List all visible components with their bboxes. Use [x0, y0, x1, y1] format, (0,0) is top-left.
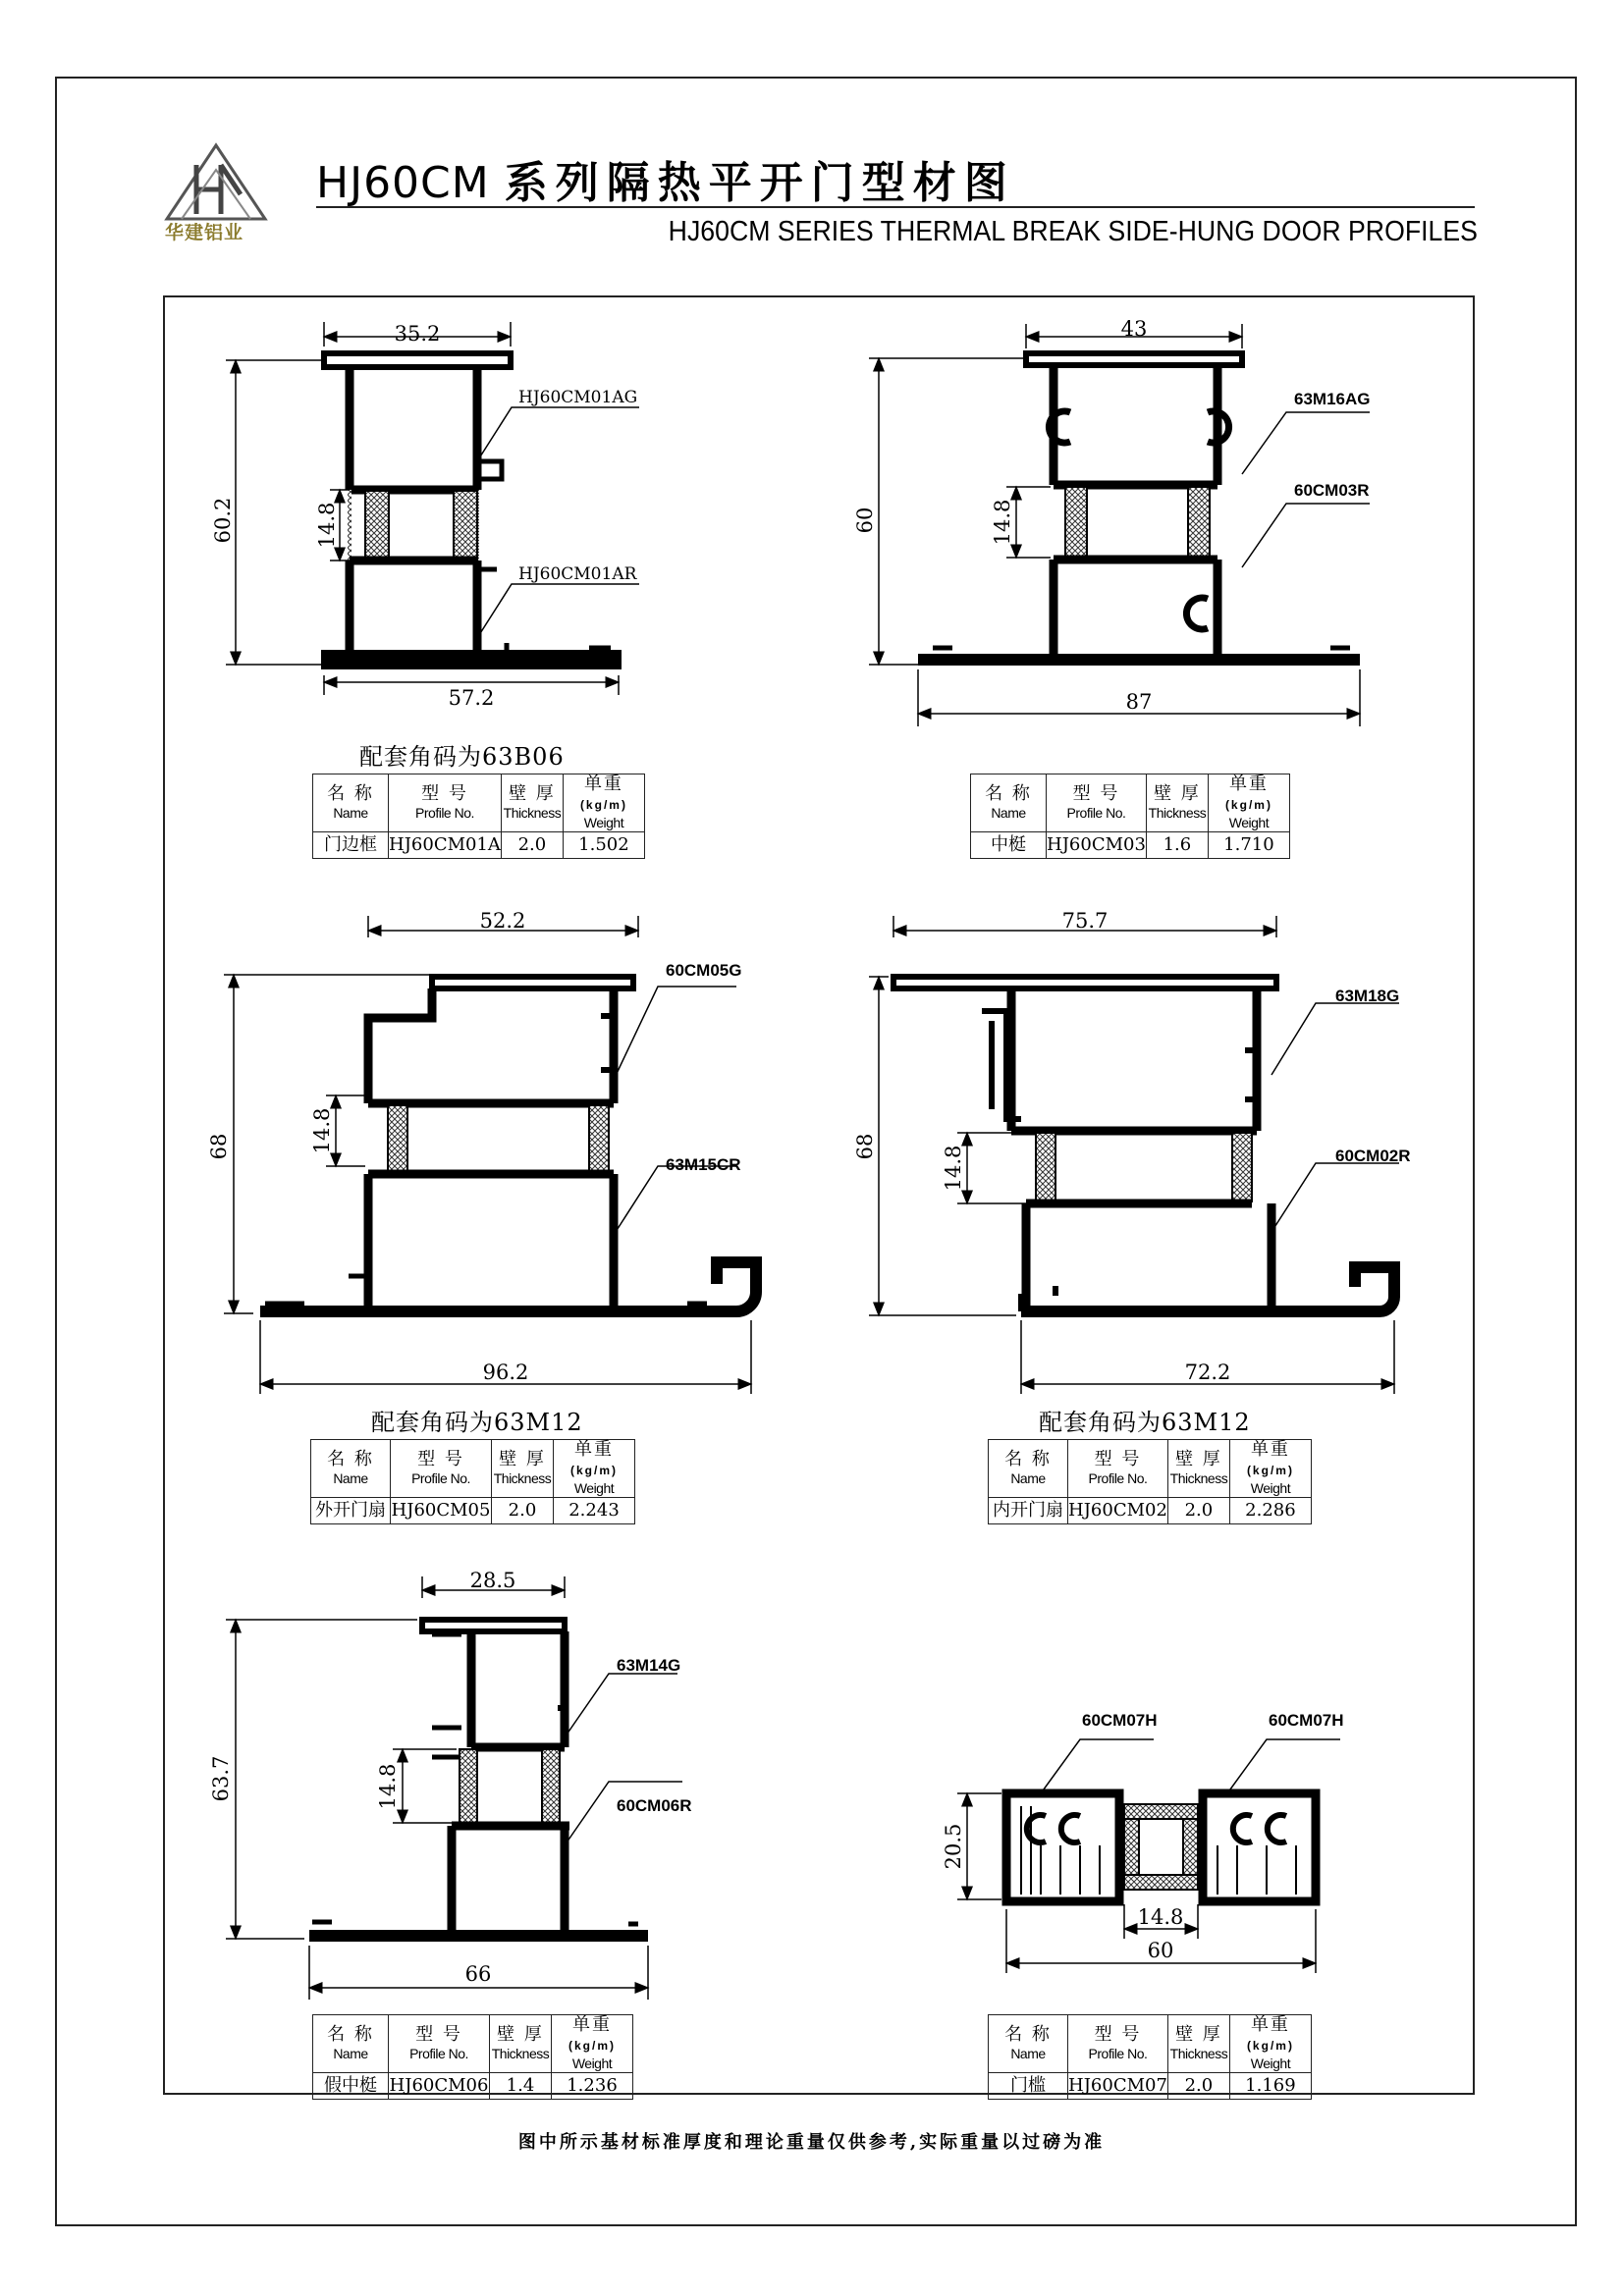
table-row: 门槛 HJ60CM07 2.0 1.169 — [989, 2073, 1312, 2100]
p6-label-2: 60CM07H — [1269, 1711, 1344, 1730]
table-row: 内开门扇 HJ60CM02 2.0 2.286 — [989, 1498, 1312, 1524]
p3-dim-bottom: 96.2 — [482, 1361, 529, 1384]
profile1-dim-lines — [226, 322, 639, 695]
p4-label-2: 60CM02R — [1335, 1147, 1411, 1165]
profile-hj60cm03 — [869, 324, 1370, 726]
p5-label-2: 60CM06R — [617, 1796, 692, 1815]
p3-label-1: 60CM05G — [666, 961, 742, 980]
p4-accessory-note: 配套角码为63M12 — [1039, 1409, 1251, 1436]
p4-dim-height: 68 — [853, 1133, 877, 1160]
p6-label-1: 60CM07H — [1082, 1711, 1158, 1730]
spec-table-p4: 名 称 Name 型 号 Profile No. 壁 厚 Thickness 单重(kg/m) Weight 内开门扇 HJ60CM02 2.0 2.286 — [988, 1439, 1312, 1524]
footer-note: 图中所示基材标准厚度和理论重量仅供参考,实际重量以过磅为准 — [517, 2132, 1106, 2153]
p1-dim-bottom: 57.2 — [448, 686, 495, 710]
p6-dim-height: 20.5 — [942, 1823, 965, 1870]
table-row: 假中梃 HJ60CM06 1.4 1.236 — [313, 2073, 633, 2100]
p2-label-2: 60CM03R — [1294, 481, 1370, 500]
p3-label-2: 63M15CR — [666, 1155, 741, 1174]
profile-hj60cm06 — [226, 1576, 682, 2000]
profile2-dim-lines — [869, 324, 1370, 726]
spec-table-p2: 名 称 Name 型 号 Profile No. 壁 厚 Thickness 单重(kg/m) Weight 中梃 HJ60CM03 1.6 1.710 — [970, 774, 1290, 859]
p2-dim-bottom: 87 — [1125, 690, 1153, 714]
p1-dim-top: 35.2 — [394, 322, 441, 346]
p4-label-1: 63M18G — [1335, 987, 1400, 1005]
p2-dim-strip: 14.8 — [991, 499, 1014, 546]
spec-table-p5: 名 称 Name 型 号 Profile No. 壁 厚 Thickness 单重(kg/m) Weight 假中梃 HJ60CM06 1.4 1.236 — [312, 2014, 633, 2100]
p5-dim-bottom: 66 — [464, 1962, 492, 1986]
table-row: 门边框 HJ60CM01A 2.0 1.502 — [313, 832, 645, 859]
p5-dim-height: 63.7 — [209, 1755, 233, 1802]
p1-label-1: HJ60CM01AG — [518, 388, 638, 407]
p1-dim-strip: 14.8 — [315, 502, 339, 549]
profile-hj60cm01a — [226, 322, 639, 695]
p1-dim-height: 60.2 — [211, 497, 235, 544]
page-subtitle: HJ60CM SERIES THERMAL BREAK SIDE-HUNG DOOR PROFILES — [668, 216, 1478, 247]
table-row: 外开门扇 HJ60CM05 2.0 2.243 — [311, 1498, 635, 1524]
p5-label-1: 63M14G — [617, 1656, 681, 1675]
p2-dim-height: 60 — [853, 507, 877, 534]
p3-dim-strip: 14.8 — [310, 1107, 334, 1154]
p4-dim-top: 75.7 — [1061, 909, 1109, 933]
spec-table-p3: 名 称 Name 型 号 Profile No. 壁 厚 Thickness 单重(kg/m) Weight 外开门扇 HJ60CM05 2.0 2.243 — [310, 1439, 635, 1524]
p4-dim-strip: 14.8 — [942, 1145, 965, 1192]
page-title: HJ60CM 系列隔热平开门型材图 — [316, 158, 1015, 208]
p3-dim-top: 52.2 — [479, 909, 526, 933]
logo-text: 华建铝业 — [165, 222, 244, 243]
p1-accessory-note: 配套角码为63B06 — [359, 743, 565, 771]
p6-dim-bottom: 60 — [1147, 1939, 1174, 1962]
p2-label-1: 63M16AG — [1294, 390, 1371, 408]
p5-dim-top: 28.5 — [469, 1569, 516, 1592]
p3-accessory-note: 配套角码为63M12 — [371, 1409, 583, 1436]
p3-dim-height: 68 — [207, 1133, 231, 1160]
table-row: 中梃 HJ60CM03 1.6 1.710 — [971, 832, 1290, 859]
spec-table-p1: 名 称 Name 型 号 Profile No. 壁 厚 Thickness 单重(kg/m) Weight 门边框 HJ60CM01A 2.0 1.502 — [312, 774, 645, 859]
p6-dim-strip: 14.8 — [1137, 1905, 1184, 1929]
p1-label-2: HJ60CM01AR — [518, 564, 637, 584]
p4-dim-bottom: 72.2 — [1184, 1361, 1231, 1384]
p5-dim-strip: 14.8 — [376, 1763, 400, 1810]
spec-table-p6: 名 称 Name 型 号 Profile No. 壁 厚 Thickness 单重(kg/m) Weight 门槛 HJ60CM07 2.0 1.169 — [988, 2014, 1312, 2100]
p2-dim-top: 43 — [1120, 317, 1148, 341]
